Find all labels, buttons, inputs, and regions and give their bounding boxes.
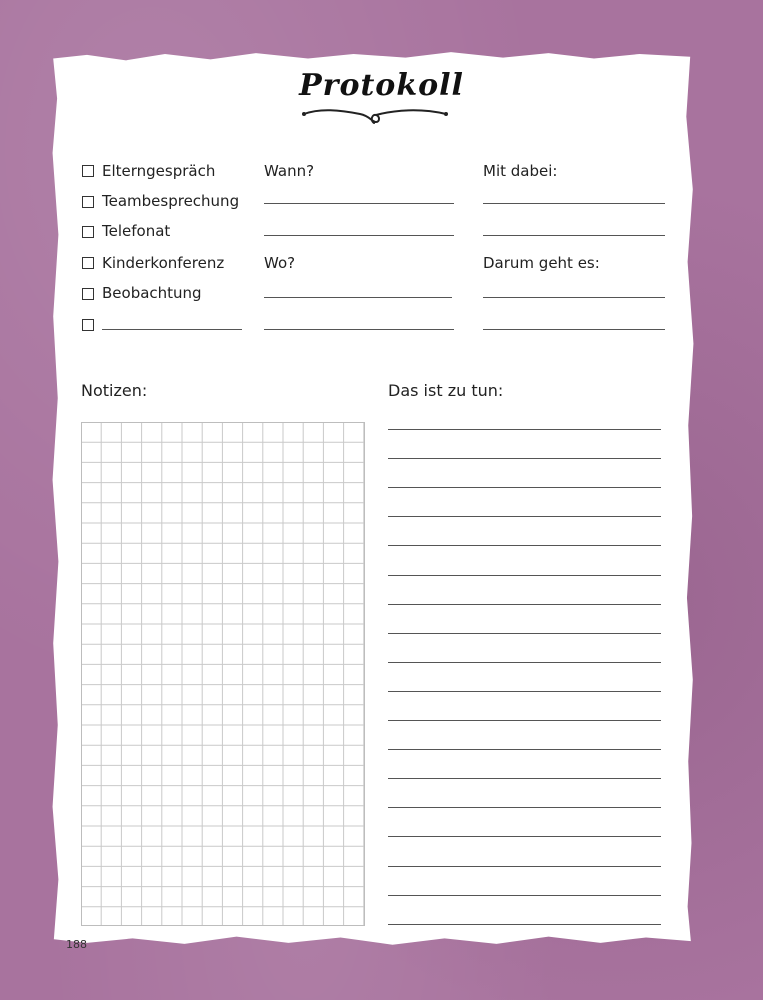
todo-line[interactable] [388,575,661,576]
present-label: Mit dabei: [483,162,558,180]
todo-line[interactable] [388,545,661,546]
todo-line[interactable] [388,778,661,779]
todo-line[interactable] [388,836,661,837]
todo-line[interactable] [388,487,661,488]
todo-line[interactable] [388,633,661,634]
todo-line[interactable] [388,662,661,663]
todo-line[interactable] [388,866,661,867]
about-line-2[interactable] [483,329,665,330]
present-line-2[interactable] [483,235,665,236]
todo-line[interactable] [388,429,661,430]
todo-line[interactable] [388,604,661,605]
checklist-label-teambesprechung: Teambesprechung [102,192,240,210]
where-line-2[interactable] [264,329,454,330]
todo-line[interactable] [388,924,661,925]
todo-line[interactable] [388,691,661,692]
when-label: Wann? [264,162,315,180]
todo-line[interactable] [388,458,661,459]
todo-line[interactable] [388,516,661,517]
page-number: 188 [66,938,87,951]
checklist-label-beobachtung: Beobachtung [102,284,202,302]
present-line-1[interactable] [483,203,665,204]
about-label: Darum geht es: [483,254,600,272]
other-option-line[interactable] [102,329,242,330]
when-line-1[interactable] [264,203,454,204]
todo-line[interactable] [388,895,661,896]
about-line-1[interactable] [483,297,665,298]
todo-line[interactable] [388,749,661,750]
swirl-ornament-icon [300,104,450,128]
todo-heading: Das ist zu tun: [388,381,504,400]
todo-line[interactable] [388,807,661,808]
checkbox-beobachtung[interactable] [82,288,94,300]
where-label: Wo? [264,254,296,272]
todo-line[interactable] [388,720,661,721]
checklist-label-kinderkonferenz: Kinderkonferenz [102,254,225,272]
checkbox-telefonat[interactable] [82,226,94,238]
checklist-label-telefonat: Telefonat [102,222,171,240]
checkbox-kinderkonferenz[interactable] [82,257,94,269]
checkbox-teambesprechung[interactable] [82,196,94,208]
where-line-1[interactable] [264,297,452,298]
checklist-label-elterngespraech: Elterngespräch [102,162,216,180]
notes-grid[interactable] [81,422,366,927]
checkbox-elterngespraech[interactable] [82,165,94,177]
page-title: Protokoll [299,68,464,103]
notes-heading: Notizen: [81,381,148,400]
checkbox-other[interactable] [82,319,94,331]
when-line-2[interactable] [264,235,454,236]
